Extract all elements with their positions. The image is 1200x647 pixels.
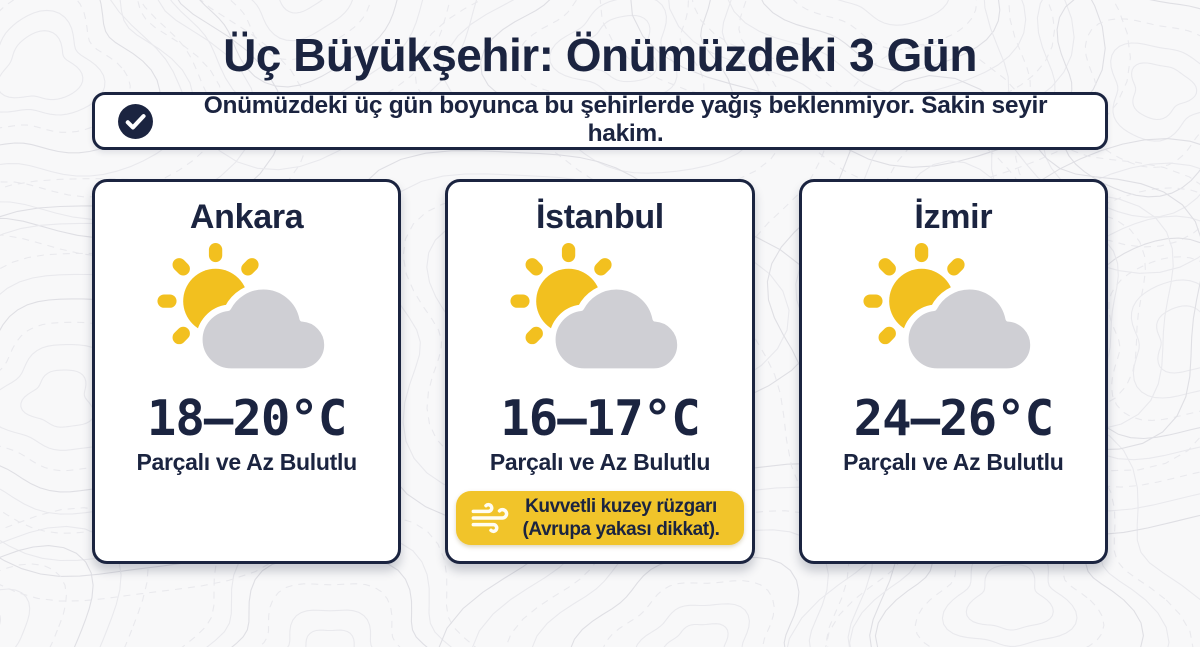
page-title: Üç Büyükşehir: Önümüzdeki 3 Gün bbox=[223, 29, 977, 81]
temperature-range: 18–20°C bbox=[146, 390, 347, 447]
weather-card-istanbul bbox=[445, 179, 754, 564]
city-cards-row bbox=[92, 179, 1108, 564]
wind-warning-line2: (Avrupa yakası dikkat). bbox=[522, 519, 720, 540]
banner-text: Önümüzdeki üç gün boyunca bu şehirlerde yağış beklenmiyor. Sakin seyir hakim. bbox=[203, 92, 1048, 147]
no-rain-banner bbox=[92, 92, 1108, 150]
wind-icon bbox=[470, 498, 510, 538]
temperature-range: 24–26°C bbox=[853, 390, 1054, 447]
temperature-range: 16–17°C bbox=[500, 390, 700, 447]
weather-card-ankara bbox=[92, 179, 401, 564]
sun-behind-cloud-icon bbox=[853, 242, 1053, 385]
condition-label: Parçalı ve Az Bulutlu bbox=[489, 449, 711, 475]
wind-warning-line1: Kuvvetli kuzey rüzgarı bbox=[525, 496, 717, 517]
city-name: İstanbul bbox=[536, 198, 664, 236]
weather-card-izmir bbox=[799, 179, 1108, 564]
wind-warning-badge bbox=[456, 491, 744, 545]
condition-label: Parçalı ve Az Bulutlu bbox=[843, 449, 1064, 475]
city-name: İzmir bbox=[914, 198, 993, 236]
sun-behind-cloud-icon bbox=[147, 242, 347, 385]
check-circle-icon bbox=[117, 103, 154, 140]
city-name: Ankara bbox=[189, 198, 304, 236]
condition-label: Parçalı ve Az Bulutlu bbox=[136, 449, 357, 475]
wind-warning-text bbox=[510, 495, 732, 541]
sun-behind-cloud-icon bbox=[500, 242, 700, 385]
